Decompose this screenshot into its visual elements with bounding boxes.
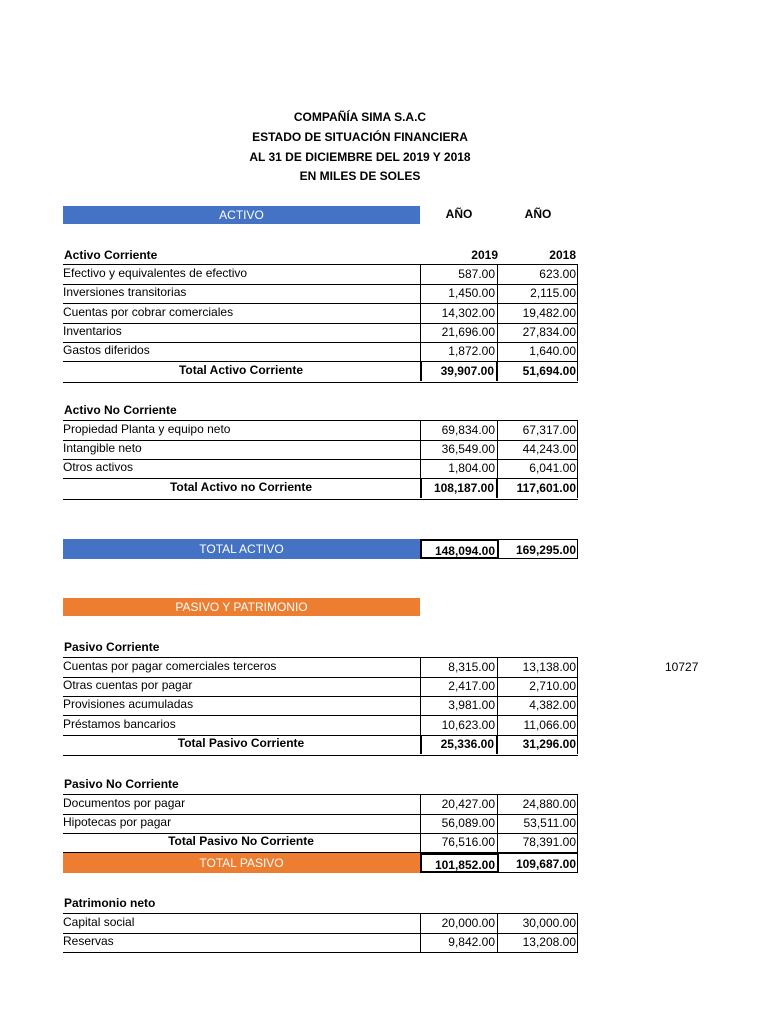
total-pasivo-2019: 101,852.00 [420, 853, 499, 873]
value-2019: 10,623.00 [420, 716, 498, 735]
statement-units: EN MILES DE SOLES [299, 169, 421, 183]
total-label: Total Pasivo Corriente [177, 736, 305, 750]
pasivo-corriente-title: Pasivo Corriente [64, 640, 160, 654]
value-2019: 1,450.00 [420, 284, 498, 303]
row-label: Cuentas por pagar comerciales terceros [63, 659, 277, 673]
row-label: Otras cuentas por pagar [63, 678, 193, 692]
total-label: Total Pasivo No Corriente [168, 834, 314, 848]
total-2019: 108,187.00 [420, 479, 498, 498]
row-label: Hipotecas por pagar [63, 815, 172, 829]
total-2019: 76,516.00 [420, 833, 498, 852]
table-row [63, 913, 578, 934]
value-2018: 1,640.00 [499, 342, 578, 361]
value-2018: 30,000.00 [499, 914, 578, 933]
pasivo-band: PASIVO Y PATRIMONIO [63, 598, 420, 616]
table-row [63, 304, 578, 324]
row-label: Efectivo y equivalentes de efectivo [63, 266, 248, 280]
table-row [63, 459, 578, 479]
total-2019: 25,336.00 [420, 735, 498, 754]
value-2019: 1,872.00 [420, 342, 498, 361]
value-2019: 56,089.00 [420, 814, 498, 833]
total-2018: 117,601.00 [499, 479, 578, 498]
value-2019: 3,981.00 [420, 696, 498, 715]
value-2018: 2,710.00 [499, 677, 578, 696]
total-row [63, 735, 578, 756]
table-row [63, 933, 578, 953]
value-2018: 13,208.00 [499, 933, 578, 952]
year-2019: 2019 [471, 248, 498, 262]
row-label: Intangible neto [63, 441, 142, 455]
total-activo-2018: 169,295.00 [499, 539, 578, 559]
row-label: Inversiones transitorias [63, 285, 187, 299]
table-row [63, 677, 578, 697]
value-2019: 20,000.00 [420, 914, 498, 933]
table-row [63, 716, 578, 736]
total-pasivo-row [63, 853, 578, 873]
table-row [63, 657, 578, 678]
value-2018: 53,511.00 [499, 814, 578, 833]
row-label: Capital social [63, 915, 135, 929]
activo-band: ACTIVO [63, 206, 420, 224]
value-2018: 44,243.00 [499, 440, 578, 459]
value-2019: 20,427.00 [420, 795, 498, 814]
row-label: Préstamos bancarios [63, 717, 176, 731]
value-2019: 2,417.00 [420, 677, 498, 696]
row-label: Inventarios [63, 324, 122, 338]
total-activo-2019: 148,094.00 [420, 539, 499, 559]
year-label-2: AÑO [524, 207, 552, 221]
value-2018: 27,834.00 [499, 323, 578, 342]
row-label: Reservas [63, 934, 114, 948]
value-2018: 67,317.00 [499, 421, 578, 440]
company-name: COMPAÑÍA SIMA S.A.C [293, 110, 427, 124]
total-2019: 39,907.00 [420, 362, 498, 381]
row-label: Documentos por pagar [63, 796, 186, 810]
total-activo-row [63, 539, 578, 559]
total-2018: 31,296.00 [499, 735, 578, 754]
table-row [63, 440, 578, 460]
row-label: Gastos diferidos [63, 343, 150, 357]
value-2018: 24,880.00 [499, 795, 578, 814]
side-note: 10727 [665, 660, 699, 674]
statement-title: ESTADO DE SITUACIÓN FINANCIERA [252, 130, 468, 144]
value-2018: 19,482.00 [499, 304, 578, 323]
value-2019: 587.00 [420, 265, 498, 284]
table-row [63, 323, 578, 343]
table-row [63, 284, 578, 304]
value-2019: 8,315.00 [420, 658, 498, 677]
value-2019: 9,842.00 [420, 933, 498, 952]
patrimonio-title: Patrimonio neto [64, 896, 156, 910]
total-pasivo-label: TOTAL PASIVO [63, 853, 420, 873]
value-2018: 2,115.00 [499, 284, 578, 303]
total-2018: 78,391.00 [499, 833, 578, 852]
row-label: Cuentas por cobrar comerciales [63, 305, 234, 319]
total-pasivo-2018: 109,687.00 [499, 853, 578, 873]
total-activo-label: TOTAL ACTIVO [63, 539, 420, 559]
value-2019: 69,834.00 [420, 421, 498, 440]
total-row [63, 362, 578, 383]
value-2019: 14,302.00 [420, 304, 498, 323]
value-2018: 6,041.00 [499, 459, 578, 478]
total-row [63, 833, 578, 853]
statement-date: AL 31 DE DICIEMBRE DEL 2019 Y 2018 [249, 150, 471, 164]
total-2018: 51,694.00 [499, 362, 578, 381]
total-label: Total Activo Corriente [178, 363, 303, 377]
row-label: Otros activos [63, 460, 134, 474]
total-label: Total Activo no Corriente [169, 480, 312, 494]
pasivo-no-corriente-title: Pasivo No Corriente [64, 777, 179, 791]
value-2018: 11,066.00 [499, 716, 578, 735]
row-label: Provisiones acumuladas [63, 697, 194, 711]
year-label-1: AÑO [445, 207, 473, 221]
value-2019: 36,549.00 [420, 440, 498, 459]
table-row [63, 264, 578, 285]
table-row [63, 420, 578, 441]
value-2019: 21,696.00 [420, 323, 498, 342]
table-row [63, 342, 578, 362]
row-label: Propiedad Planta y equipo neto [63, 422, 231, 436]
value-2018: 4,382.00 [499, 696, 578, 715]
value-2019: 1,804.00 [420, 459, 498, 478]
activo-corriente-title: Activo Corriente [64, 248, 158, 262]
value-2018: 623.00 [499, 265, 578, 284]
table-row [63, 696, 578, 716]
year-2018: 2018 [549, 248, 576, 262]
total-row [63, 479, 578, 500]
table-row [63, 814, 578, 834]
table-row [63, 794, 578, 815]
value-2018: 13,138.00 [499, 658, 578, 677]
activo-no-corriente-title: Activo No Corriente [64, 403, 177, 417]
